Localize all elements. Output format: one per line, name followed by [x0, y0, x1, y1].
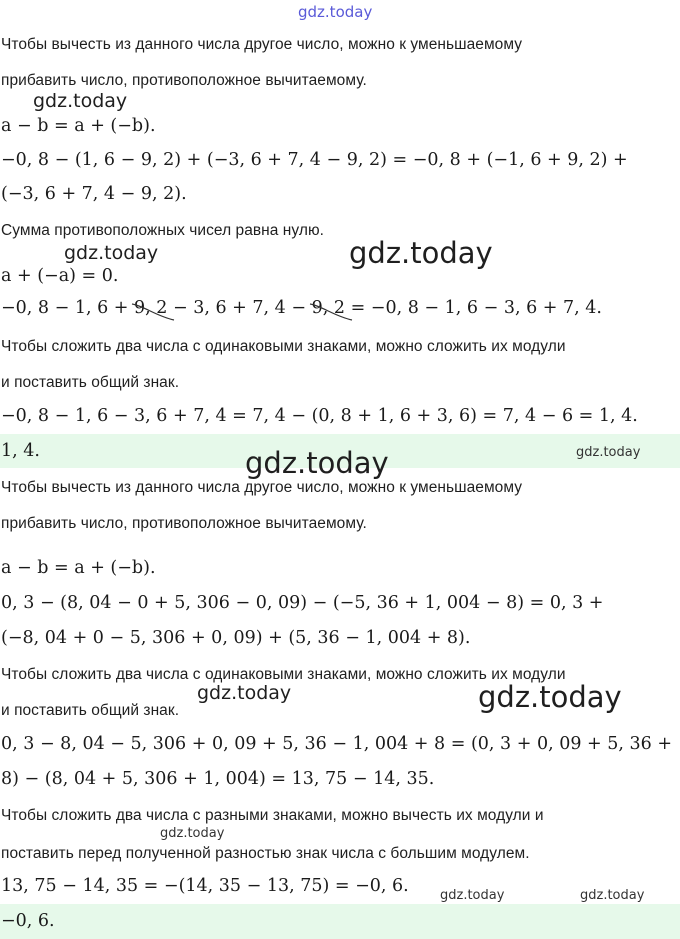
opposites-formula: a + (−a) = 0. — [1, 266, 119, 286]
watermark: gdz.today — [576, 445, 641, 460]
watermark: gdz.today — [33, 90, 128, 112]
same-sign-rule-line2: и поставить общий знак. — [1, 702, 180, 719]
watermark: gdz.today — [440, 888, 505, 903]
cancellation-before: −0, 8 − 1, 6 + — [1, 298, 135, 318]
cancellation-after: = −0, 8 − 1, 6 − 3, 6 + 7, 4. — [345, 298, 602, 318]
expression-line2: (−8, 04 + 0 − 5, 306 + 0, 09) + (5, 36 − 1, 004 + 8). — [1, 628, 471, 648]
subtraction-rule-line2: прибавить число, противоположное вычитаемому. — [1, 515, 367, 532]
different-sign-rule-line1: Чтобы сложить два числа с разными знаками, можно вычесть их модули и — [1, 807, 544, 824]
same-sign-rule-line2: и поставить общий знак. — [1, 374, 180, 391]
strike-mark — [130, 300, 176, 322]
expression-line1: 0, 3 − (8, 04 − 0 + 5, 306 − 0, 09) − (−5, 36 + 1, 004 − 8) = 0, 3 + — [1, 593, 604, 613]
struck-term: 9, 2 — [312, 298, 345, 318]
sum-line1: 0, 3 − 8, 04 − 5, 306 + 0, 09 + 5, 36 − 1, 004 + 8 = (0, 3 + 0, 09 + 5, 36 + — [1, 734, 673, 754]
same-sign-rule-line1: Чтобы сложить два числа с одинаковыми знаками, можно сложить их модули — [1, 338, 566, 355]
subtraction-formula: a − b = a + (−b). — [1, 558, 156, 578]
expression-line1: −0, 8 − (1, 6 − 9, 2) + (−3, 6 + 7, 4 − 9, 2) = −0, 8 + (−1, 6 + 9, 2) + — [1, 150, 628, 170]
expression-line2: (−3, 6 + 7, 4 − 9, 2). — [1, 184, 187, 204]
sum-line2: 8) − (8, 04 + 5, 306 + 1, 004) = 13, 75 − 14, 35. — [1, 769, 435, 789]
watermark: gdz.today — [349, 236, 493, 270]
answer: −0, 6. — [1, 911, 55, 931]
cancellation-middle: − 3, 6 + 7, 4 − — [167, 298, 312, 318]
strike-mark — [308, 300, 354, 322]
watermark-top: gdz.today — [298, 3, 373, 21]
same-sign-rule-line1: Чтобы сложить два числа с одинаковыми знаками, можно сложить их модули — [1, 666, 566, 683]
different-sign-rule-line2: поставить перед полученной разностью знак числа с большим модулем. — [1, 845, 530, 862]
struck-term: 9, 2 — [134, 298, 167, 318]
subtraction-rule-line1: Чтобы вычесть из данного числа другое число, можно к уменьшаемому — [1, 479, 523, 496]
final-expression: 13, 75 − 14, 35 = −(14, 35 − 13, 75) = −0, 6. — [1, 876, 409, 896]
answer-band — [0, 904, 680, 939]
subtraction-formula: a − b = a + (−b). — [1, 116, 156, 136]
subtraction-rule-line2: прибавить число, противоположное вычитаемому. — [1, 72, 367, 89]
cancellation-line — [1, 298, 602, 318]
subtraction-rule-line1: Чтобы вычесть из данного числа другое число, можно к уменьшаемому — [1, 36, 523, 53]
watermark: gdz.today — [478, 680, 622, 714]
watermark: gdz.today — [580, 888, 645, 903]
answer: 1, 4. — [1, 441, 40, 461]
watermark: gdz.today — [64, 242, 159, 264]
result-expression: −0, 8 − 1, 6 − 3, 6 + 7, 4 = 7, 4 − (0, 8 + 1, 6 + 3, 6) = 7, 4 − 6 = 1, 4. — [1, 406, 638, 426]
watermark: gdz.today — [245, 446, 389, 480]
watermark: gdz.today — [197, 682, 292, 704]
watermark: gdz.today — [160, 826, 225, 841]
opposites-rule: Сумма противоположных чисел равна нулю. — [1, 222, 324, 239]
